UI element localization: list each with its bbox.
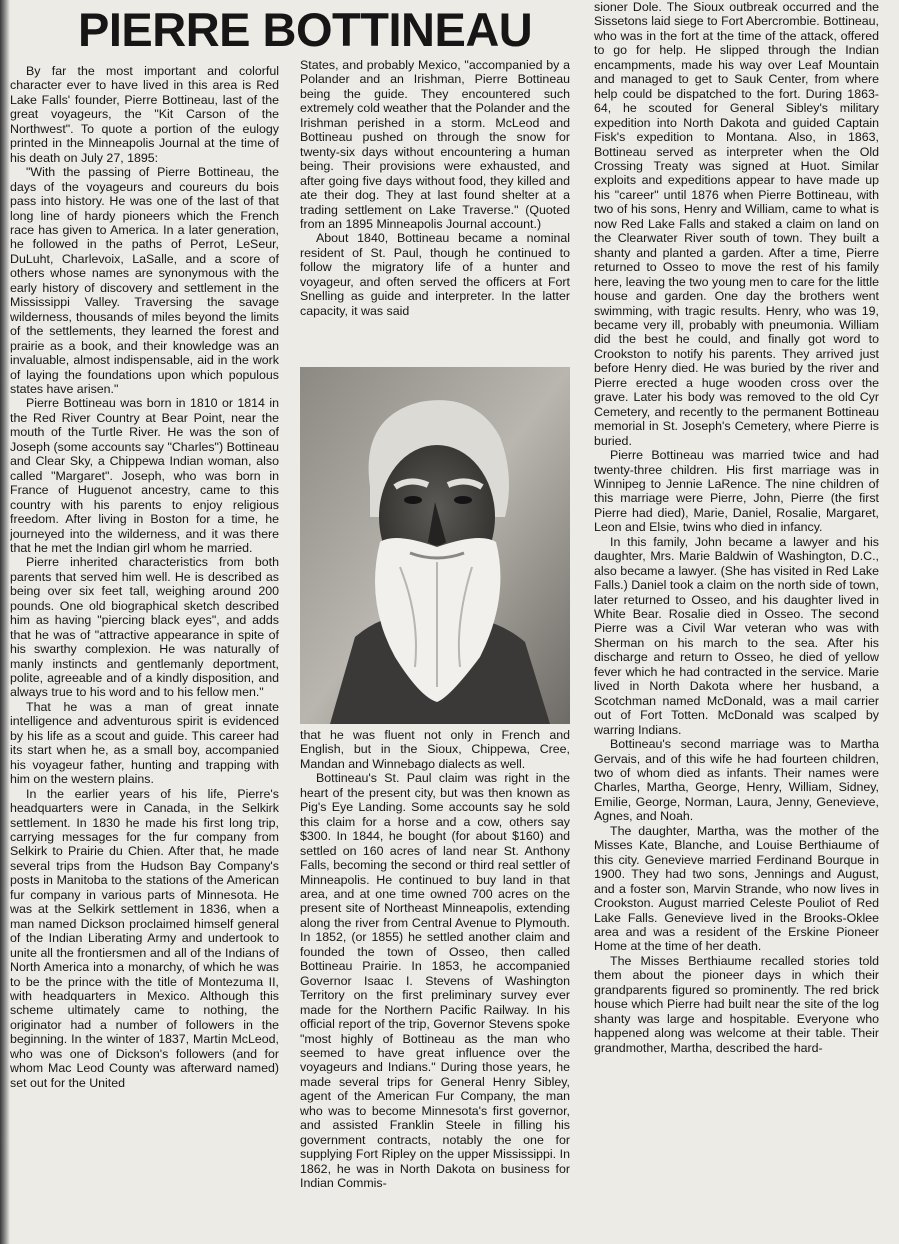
- paragraph: Pierre inherited characteristics from both parents that served him well. He is described as being over six feet tall, weighing around 200 pounds. One old biographical sketch described him as having "piercing black eyes", and adds that he was of "attractive appearance in spite of his swarthy complexion. He was naturally of manly instincts and gentlemanly deportment, polite, agreeable and of a kindly disposition, and always true to his word and to his fellow men.": [10, 555, 279, 700]
- paragraph: sioner Dole. The Sioux outbreak occurred and the Sissetons laid siege to Fort Abercrombie. Bottineau, who was in the fort at the time of the attack, offered to go for help. He slipped through the Indian encampments, made his way over Leaf Mountain and managed to get to Sauk Center, from where help could be dispatched to the fort. During 1863-64, he scouted for General Sibley's military expedition into North Dakota and guided Captain Fisk's expedition to Montana. Also, in 1863, Bottineau served as interpreter when the Old Crossing Treaty was signed at Huot. Similar exploits and expeditions appear to have made up his "career" until 1876 when Pierre Bottineau, with two of his sons, Henry and William, came to what is now Red Lake Falls and staked a claim on land on the Clearwater River south of town. They built a shanty and planted a garden. After a time, Pierre returned to Osseo to move the rest of his family here, leaving the two young men to care for the little house and garden. One day the brothers went swimming, with tragic results. Henry, who was 19, became very ill, probably with pneumonia. William did the best he could, and finally got word to Crookston to notify his parents. They arrived just before Henry died. He was buried by the river and Pierre erected a huge wooden cross over the grave. Later his body was removed to the old Cyr Cemetery, and recently to the permanent Bottineau memorial in St. Joseph's Cemetery, where Pierre is buried.: [594, 0, 879, 448]
- paragraph: Bottineau's St. Paul claim was right in the heart of the present city, but was then known as Pig's Eye Landing. Some accounts say he sold this claim for a horse and a cow, others say $300. In 1844, he bought (for about $160) and settled on 160 acres of land near St. Anthony Falls, becoming the second or third real settler of Minneapolis. He continued to buy land in that area, and at one time owned 700 acres on the present site of Northeast Minneapolis, extending along the river from Central Avenue to Plymouth. In 1852, (or 1855) he settled another claim and founded the town of Osseo, then called Bottineau Prairie. In 1853, he accompanied Governor Isaac I. Stevens of Washington Territory on the first preliminary survey ever made for the Northern Pacific Railway. In his official report of the trip, Governor Stevens spoke "most highly of Bottineau as the man who seemed to have great influence over the voyageurs and Indians." During those years, he made several trips for General Henry Sibley, agent of the American Fur Company, the man who was to become Minnesota's first governor, and assisted Franklin Steele in filling his government contracts, notably the one for supplying Fort Ripley on the upper Mississippi. In 1862, he was in North Dakota on business for Indian Commis-: [300, 771, 570, 1191]
- bearded-man-portrait: [300, 367, 570, 724]
- paragraph: In this family, John became a lawyer and his daughter, Mrs. Marie Baldwin of Washington, D.C., also became a lawyer. (She has visited in Red Lake Falls.) Daniel took a claim on the north side of town, later returned to Osseo, and his daughter lived in White Bear. Rosalie died in Osseo. The second Pierre was a Civil War veteran who was with Sherman on his march to the sea. After his discharge and return to Osseo, he died of yellow fever which he had contracted in the service. Marie lived in North Dakota where her husband, a Scotchman named McDonald, was a mail carrier out of Fort Totten. McDonald was scalped by warring Indians.: [594, 534, 879, 737]
- paragraph: "With the passing of Pierre Bottineau, the days of the voyageurs and coureurs du bois pass into history. He was one of the last of that long line of hardy pioneers which the French race has given to America. In a later generation, he followed in the paths of Perrot, LeSeur, DuLuht, Charlevoix, LaSalle, and a score of others whose names are synonymous with the early history of discovery and settlement in the Mississippi Valley. Traversing the savage wilderness, thousands of miles beyond the limits of the settlements, they learned the forest and prairie as a book, and their knowledge was an invaluable, almost indispensable, aid in the work of laying the foundations upon which populous states have arisen.": [10, 165, 279, 396]
- paragraph: By far the most important and colorful character ever to have lived in this area is Red Lake Falls' founder, Pierre Bottineau, last of the great voyageurs, the "Kit Carson of the Northwest". To quote a portion of the eulogy printed in the Minneapolis Journal at the time of his death on July 27, 1895:: [10, 64, 279, 165]
- paragraph: Bottineau's second marriage was to Martha Gervais, and of this wife he had fourteen children, two of whom died as infants. Their names were Charles, Martha, George, Henry, William, Sidney, Emilie, George, Norman, Laura, Jenny, Genevieve, Agnes, and Noah.: [594, 737, 879, 824]
- portrait-illustration: [300, 367, 570, 724]
- paragraph: The Misses Berthiaume recalled stories told them about the pioneer days in which their grandparents figured so prominently. The red brick house which Pierre had built near the site of the log shanty was large and hospitable. Everyone who happened along was welcome at their table. Their grandmother, Martha, described the hard-: [594, 953, 879, 1055]
- paragraph: Pierre Bottineau was born in 1810 or 1814 in the Red River Country at Bear Point, near the mouth of the Turtle River. He was the son of Joseph (some accounts say "Charles") Bottineau and Clear Sky, a Chippewa Indian woman, also called "Margaret". Joseph, who was born in France of Huguenot ancestry, came to this country with his parents to enjoy religious freedom. After living in Boston for a time, he journeyed into the wilderness, and it was there that he met the Indian girl whom he married.: [10, 396, 279, 555]
- paragraph: States, and probably Mexico, "accompanied by a Polander and an Irishman, Pierre Bottineau being the guide. They encountered such extremely cold weather that the Polander and the Irishman perished in a storm. McLeod and Bottineau pushed on through the snow for twenty-six days without encountering a human being. Their provisions were exhausted, and after going five days without food, they killed and ate their dog. They at last found shelter at a trading settlement on Lake Traverse." (Quoted from an 1895 Minneapolis Journal account.): [300, 58, 570, 231]
- paragraph: About 1840, Bottineau became a nominal resident of St. Paul, though he continued to follow the migratory life of a hunter and voyageur, and often served the officers at Fort Snelling as guide and interpreter. In the latter capacity, it was said: [300, 231, 570, 318]
- column-2-top: [300, 58, 570, 363]
- column-2-bottom: [300, 728, 570, 1233]
- paragraph: That he was a man of great innate intelligence and adventurous spirit is evidenced by his life as a scout and guide. This career had its start when he, as a small boy, accompanied his voyageur father, hunting and trapping with him on the western plains.: [10, 699, 279, 787]
- paragraph: The daughter, Martha, was the mother of the Misses Kate, Blanche, and Louise Berthiaume of this city. Genevieve married Ferdinand Bourque in 1900. They had two sons, Jennings and August, and a foster son, Marvin Strande, who now lives in Crookston. August married Celeste Pouliot of Red Lake Falls. Genevieve lived in the Brooks-Oklee area and was a resident of the Erskine Pioneer Home at the time of her death.: [594, 823, 879, 954]
- paragraph: In the earlier years of his life, Pierre's headquarters were in Canada, in the Selkirk settlement. In 1830 he made his first long trip, carrying messages for the fur company from Selkirk to Prairie du Chien. After that, he made several trips from the Hudson Bay Company's posts in Manitoba to the stations of the American fur company in various parts of Minnesota. He was at the Selkirk settlement in 1836, when a man named Dickson proclaimed himself general of the Indian Liberating Army and undertook to unite all the frontiersmen and all of the Indians of North America into a monarchy, of which he was to be the prince with the title of Montezuma II, with headquarters in Mexico. Although this scheme ultimately came to nothing, the originator had a number of followers in the beginning. In the winter of 1837, Martin McLeod, who was one of Dickson's followers (and for whom Mac Leod County was afterward named) set out for the United: [10, 786, 279, 1090]
- article-headline: PIERRE BOTTINEAU: [78, 3, 533, 56]
- page-binding-shadow: [0, 0, 10, 1244]
- column-3: [594, 0, 879, 1233]
- column-1: [10, 64, 279, 1229]
- paragraph: that he was fluent not only in French and English, but in the Sioux, Chippewa, Cree, Mandan and Winnebago dialects as well.: [300, 728, 570, 771]
- paragraph: Pierre Bottineau was married twice and had twenty-three children. His first marriage was in Winnipeg to Jennie LaRence. The nine children of this marriage were Pierre, John, Pierre (the first Pierre had died), Marie, Daniel, Rosalie, Margaret, Leon and Elsie, twins who died in infancy.: [594, 448, 879, 535]
